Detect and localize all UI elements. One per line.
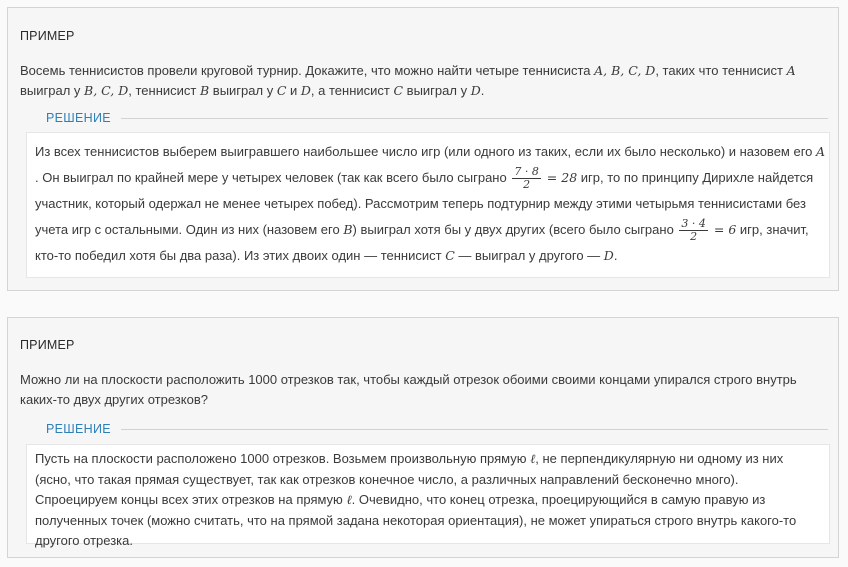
solution-header [46,111,828,125]
example-card-2 [7,317,839,558]
solution-line: Из всех теннисистов выберем выигравшего наибольшее число игр (или одного из таких, если их было несколько) и назовем его A [35,144,826,159]
solution-label: РЕШЕНИЕ [46,422,111,436]
fraction: $\frac{7 \cdot 8}{2}$ [514,165,539,192]
solution-line: учета игр с остальными. Один из них (назовем его B) выиграл хотя бы у двух других (всего было сыграно $\frac{3 \cdot 4}{2}$ = 6 игр, значит, [35,217,809,244]
divider [121,118,828,119]
solution-text [26,132,830,278]
solution-line: . Он выиграл по крайней мере у четырех человек (так как всего было сыграно $\frac{7 \cdot 8}{2}$ = 28 игр, то по принципу Дирихле найдется [35,165,814,192]
example-label: ПРИМЕР [20,29,75,43]
solution-header [46,422,828,436]
solution-text: Пусть на плоскости расположено 1000 отрезков. Возьмем произвольную прямую ℓ, не перпендикулярную ни одному из них (ясно, что такая прямая существует, так как отрезков конечное число, а различных направлений бесконечно много). Спроецируем концы всех этих отрезков на прямую ℓ. Очевидно, что конец отрезка, проецирующийся в самую правую из полученных точек (можно считать, что на прямой задана некоторая ориентация), не может упираться строго внутрь какого-то другого отрезка. [26,444,830,544]
example-label: ПРИМЕР [20,338,75,352]
solution-label: РЕШЕНИЕ [46,111,111,125]
problem-text: Можно ли на плоскости расположить 1000 отрезков так, чтобы каждый отрезок обоими своими концами упирался строго внутрь каких-то двух других отрезков? [20,372,797,407]
solution-line: участник, который одержал не менее четырех побед). Рассмотрим теперь подтурнир между этими четырьмя теннисистами без [35,196,806,211]
divider [121,429,828,430]
example-card-1 [7,7,839,291]
problem-text: Восемь теннисистов провели круговой турнир. Докажите, что можно найти четыре теннисиста A, B, C, D, таких что теннисист A выиграл у B, C, D, теннисист B выиграл у C и D, а теннисист C выиграл у D. [20,63,796,98]
solution-line: кто-то победил хотя бы два раза). Из этих двоих один — теннисист C — выиграл у другого — D. [35,248,618,263]
fraction: $\frac{3 \cdot 4}{2}$ [681,217,706,244]
